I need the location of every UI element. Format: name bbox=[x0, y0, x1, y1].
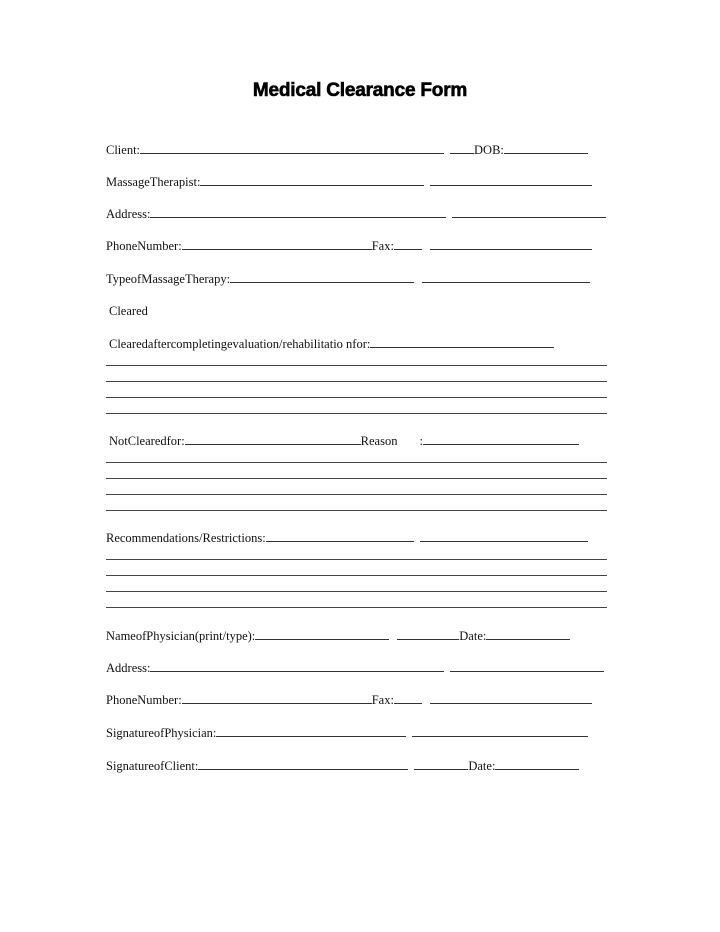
recommendations-row bbox=[106, 530, 588, 546]
massage-therapist-field-extra[interactable] bbox=[430, 174, 592, 186]
client-signature-field-extra[interactable] bbox=[414, 758, 468, 770]
recommendations-line-3[interactable] bbox=[106, 591, 607, 592]
physician-address-row bbox=[106, 660, 604, 676]
client-signature-row bbox=[106, 758, 579, 774]
physician-phone-label: PhoneNumber: bbox=[106, 693, 182, 707]
client-field[interactable] bbox=[140, 142, 444, 154]
physician-name-row bbox=[106, 628, 570, 644]
physician-fax-field-extra[interactable] bbox=[430, 692, 592, 704]
massage-therapist-label: MassageTherapist: bbox=[106, 175, 201, 189]
not-cleared-label: NotClearedfor: bbox=[109, 434, 185, 448]
fax-field[interactable] bbox=[394, 238, 422, 250]
physician-name-label: NameofPhysician(print/type): bbox=[106, 629, 256, 643]
physician-address-field[interactable] bbox=[150, 660, 444, 672]
client-field-extra[interactable] bbox=[450, 142, 474, 154]
phone-field[interactable] bbox=[182, 238, 372, 250]
cleared-after-row bbox=[109, 336, 554, 352]
recommendations-label: Recommendations/Restrictions: bbox=[106, 531, 266, 545]
cleared-after-line-2[interactable] bbox=[106, 381, 607, 382]
therapy-type-field[interactable] bbox=[230, 271, 414, 283]
not-cleared-field[interactable] bbox=[185, 433, 361, 445]
client-date-field[interactable] bbox=[495, 758, 579, 770]
cleared-after-line-3[interactable] bbox=[106, 397, 607, 398]
physician-name-field[interactable] bbox=[255, 628, 389, 640]
physician-fax-label: Fax: bbox=[371, 693, 394, 707]
not-cleared-line-1[interactable] bbox=[106, 462, 607, 463]
physician-signature-label: SignatureofPhysician: bbox=[106, 726, 217, 740]
not-cleared-line-2[interactable] bbox=[106, 478, 607, 479]
dob-field[interactable] bbox=[504, 142, 588, 154]
not-cleared-line-4[interactable] bbox=[106, 510, 607, 511]
client-row bbox=[106, 142, 588, 158]
cleared-row[interactable] bbox=[109, 303, 148, 319]
phone-row bbox=[106, 238, 592, 254]
massage-therapist-row bbox=[106, 174, 592, 190]
client-date-label: Date: bbox=[468, 759, 496, 773]
cleared-after-field[interactable] bbox=[370, 336, 554, 348]
physician-address-label: Address: bbox=[106, 661, 151, 675]
physician-date-field[interactable] bbox=[486, 628, 570, 640]
therapy-type-label: TypeofMassageTherapy: bbox=[106, 272, 231, 286]
client-label: Client: bbox=[106, 143, 141, 157]
physician-signature-field-extra[interactable] bbox=[412, 725, 588, 737]
recommendations-field[interactable] bbox=[266, 530, 414, 542]
recommendations-line-4[interactable] bbox=[106, 607, 607, 608]
form-title: Medical Clearance Form bbox=[252, 80, 468, 101]
not-cleared-row bbox=[109, 433, 579, 449]
therapy-type-field-extra[interactable] bbox=[422, 271, 590, 283]
cleared-after-line-1[interactable] bbox=[106, 365, 607, 366]
address-field[interactable] bbox=[150, 206, 446, 218]
client-signature-label: SignatureofClient: bbox=[106, 759, 199, 773]
address-row bbox=[106, 206, 606, 222]
physician-phone-field[interactable] bbox=[182, 692, 372, 704]
physician-address-field-extra[interactable] bbox=[450, 660, 604, 672]
phone-label: PhoneNumber: bbox=[106, 239, 182, 253]
reason-label: Reason bbox=[360, 434, 398, 448]
client-signature-field[interactable] bbox=[198, 758, 408, 770]
cleared-label: Cleared bbox=[109, 304, 148, 318]
physician-signature-field[interactable] bbox=[216, 725, 406, 737]
address-field-extra[interactable] bbox=[452, 206, 606, 218]
not-cleared-line-3[interactable] bbox=[106, 494, 607, 495]
dob-label: DOB: bbox=[474, 143, 504, 157]
massage-therapist-field[interactable] bbox=[200, 174, 424, 186]
physician-signature-row bbox=[106, 725, 588, 741]
physician-name-field-extra[interactable] bbox=[397, 628, 459, 640]
therapy-type-row bbox=[106, 271, 590, 287]
recommendations-line-1[interactable] bbox=[106, 559, 607, 560]
fax-field-extra[interactable] bbox=[430, 238, 592, 250]
physician-fax-field[interactable] bbox=[394, 692, 422, 704]
recommendations-line-2[interactable] bbox=[106, 575, 607, 576]
cleared-after-label: Clearedaftercompletingevaluation/rehabilitatio nfor: bbox=[109, 337, 371, 351]
reason-field[interactable] bbox=[423, 433, 579, 445]
physician-phone-row bbox=[106, 692, 592, 708]
fax-label: Fax: bbox=[371, 239, 394, 253]
address-label: Address: bbox=[106, 207, 151, 221]
reason-colon: : bbox=[419, 434, 423, 448]
recommendations-field-extra[interactable] bbox=[420, 530, 588, 542]
physician-date-label: Date: bbox=[459, 629, 487, 643]
cleared-after-line-4[interactable] bbox=[106, 413, 607, 414]
